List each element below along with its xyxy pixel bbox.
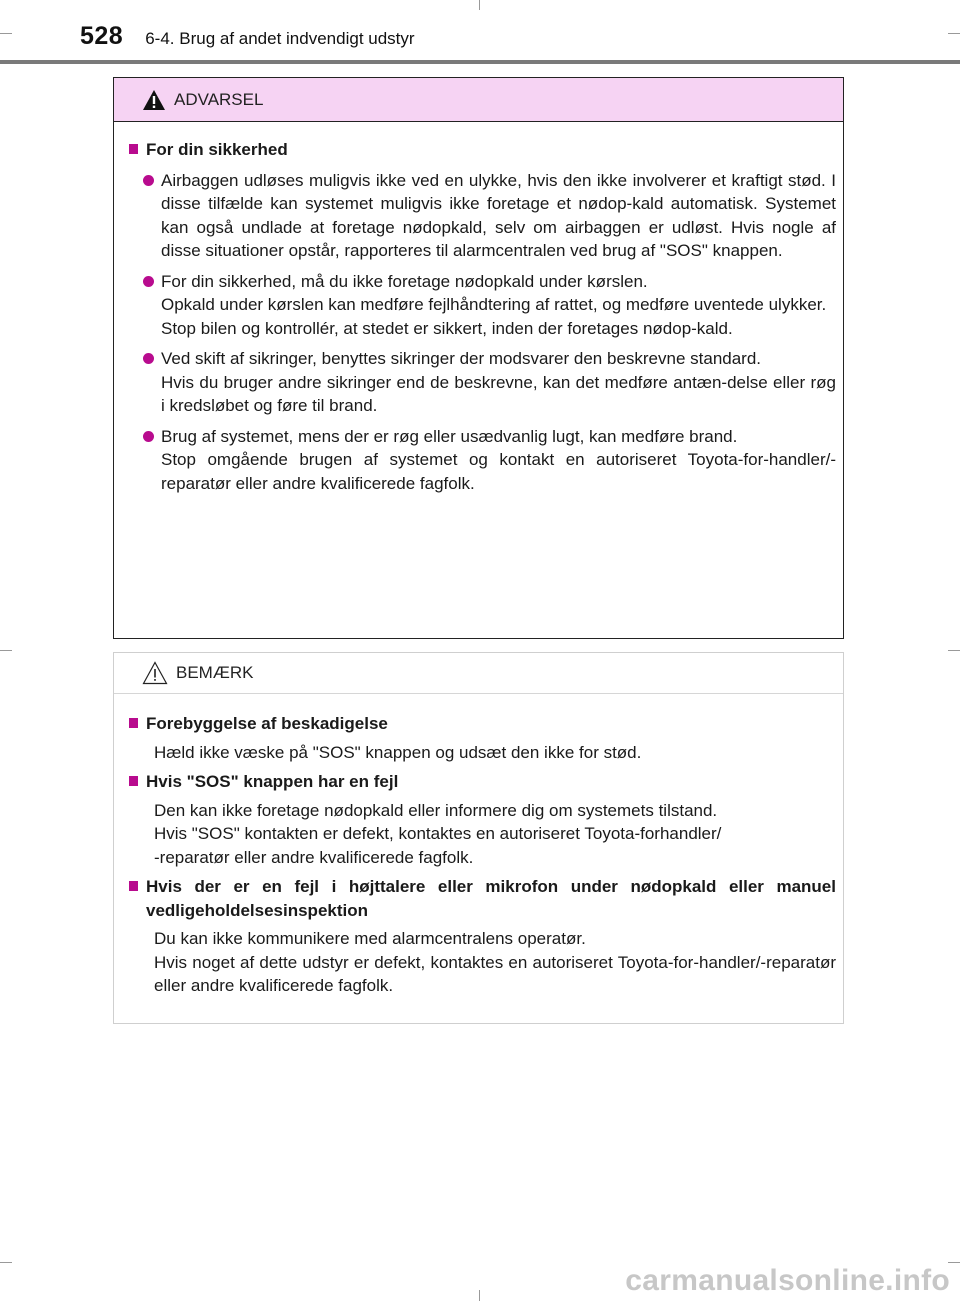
section-body bbox=[129, 799, 836, 870]
section-title bbox=[129, 875, 836, 922]
watermark-logo bbox=[625, 1264, 950, 1298]
warning-triangle-icon bbox=[142, 89, 166, 111]
warning-header bbox=[114, 78, 843, 122]
crop-mark bbox=[948, 1262, 960, 1263]
paragraph: Hæld ikke væske på "SOS" knappen og udsæt den ikke for stød. bbox=[154, 742, 642, 762]
paragraph: Ved skift af sikringer, benyttes sikringer der modsvarer den beskrevne standard. bbox=[161, 349, 762, 368]
crop-mark bbox=[0, 33, 12, 34]
list-item bbox=[129, 270, 836, 341]
warning-box bbox=[113, 77, 844, 639]
round-bullet-icon bbox=[143, 175, 154, 186]
chapter-title: 6-4. Brug af andet indvendigt udstyr bbox=[145, 29, 415, 48]
page-header bbox=[80, 22, 415, 56]
section-title bbox=[129, 712, 836, 736]
paragraph: Hvis noget af dette udstyr er defekt, kontaktes en autoriseret Toyota-for-handler/-reparatør eller andre kvalificerede fagfolk. bbox=[154, 952, 836, 995]
section-title bbox=[129, 770, 836, 794]
round-bullet-icon bbox=[143, 276, 154, 287]
paragraph: Hvis du bruger andre sikringer end de beskrevne, kan det medføre antæn-delse eller røg i kredsløbet og føre til brand. bbox=[161, 372, 836, 415]
paragraph: Stop omgående brugen af systemet og kontakt en autoriseret Toyota-for-handler/-reparatør eller andre kvalificerede fagfolk. bbox=[161, 450, 836, 493]
crop-mark bbox=[948, 650, 960, 651]
paragraph: Stop bilen og kontrollér, at stedet er sikkert, inden der foretages nødop-kald. bbox=[161, 318, 733, 338]
notice-header bbox=[114, 653, 843, 694]
square-bullet-icon bbox=[129, 144, 138, 154]
section-title bbox=[129, 138, 836, 162]
list-item bbox=[129, 425, 836, 496]
paragraph: Airbaggen udløses muligvis ikke ved en ulykke, hvis den ikke involverer et kraftigt stød. I disse tilfælde kan systemet muligvis ikke foretage et nødop-kald automatisk. Systemet kan også undlade at foretage nødopkald, selv om airbaggen er udløst. Hvis nogle af disse situationer opstår, rapporteres til alarmcentralen ved brug af "SOS" knappen. bbox=[161, 170, 836, 260]
crop-mark bbox=[0, 1262, 12, 1263]
paragraph: Opkald under kørslen kan medføre fejlhåndtering af rattet, og medføre uventede ulykker. bbox=[161, 295, 827, 314]
bullet-text bbox=[161, 347, 836, 418]
section-title-text: Hvis "SOS" knappen har en fejl bbox=[146, 772, 399, 791]
section-title-text: Hvis der er en fejl i højttalere eller mikrofon under nødopkald eller manuel vedligeholdelsesinspektion bbox=[146, 877, 836, 920]
round-bullet-icon bbox=[143, 431, 154, 442]
section-body bbox=[129, 741, 836, 765]
section-title-text: Forebyggelse af beskadigelse bbox=[146, 714, 388, 733]
list-item bbox=[129, 169, 836, 263]
paragraph: Hvis "SOS" kontakten er defekt, kontaktes en autoriseret Toyota-forhandler/ bbox=[154, 824, 722, 843]
paragraph: -reparatør eller andre kvalificerede fagfolk. bbox=[154, 847, 474, 867]
section-body bbox=[129, 927, 836, 998]
watermark-text: carmanualsonline.info bbox=[625, 1264, 950, 1297]
paragraph: Den kan ikke foretage nødopkald eller informere dig om systemets tilstand. bbox=[154, 800, 718, 820]
warning-label: ADVARSEL bbox=[174, 89, 264, 109]
crop-mark bbox=[479, 1290, 480, 1301]
paragraph: For din sikkerhed, må du ikke foretage nødopkald under kørslen. bbox=[161, 271, 648, 291]
crop-mark bbox=[948, 33, 960, 34]
crop-mark bbox=[479, 0, 480, 10]
list-item bbox=[129, 347, 836, 418]
bullet-text bbox=[161, 169, 836, 263]
bullet-text bbox=[161, 270, 836, 341]
section-title-text: For din sikkerhed bbox=[146, 140, 288, 159]
square-bullet-icon bbox=[129, 718, 138, 728]
paragraph: Du kan ikke kommunikere med alarmcentralens operatør. bbox=[154, 929, 586, 948]
header-divider bbox=[0, 60, 960, 64]
square-bullet-icon bbox=[129, 881, 138, 891]
notice-box bbox=[113, 652, 844, 1024]
notice-label: BEMÆRK bbox=[176, 663, 254, 682]
bullet-text bbox=[161, 425, 836, 496]
caution-triangle-icon bbox=[142, 661, 168, 685]
warning-body bbox=[114, 122, 843, 495]
crop-mark bbox=[0, 650, 12, 651]
paragraph: Brug af systemet, mens der er røg eller usædvanlig lugt, kan medføre brand. bbox=[161, 426, 738, 446]
round-bullet-icon bbox=[143, 353, 154, 364]
square-bullet-icon bbox=[129, 776, 138, 786]
notice-body bbox=[114, 694, 843, 998]
page-number: 528 bbox=[80, 22, 124, 50]
